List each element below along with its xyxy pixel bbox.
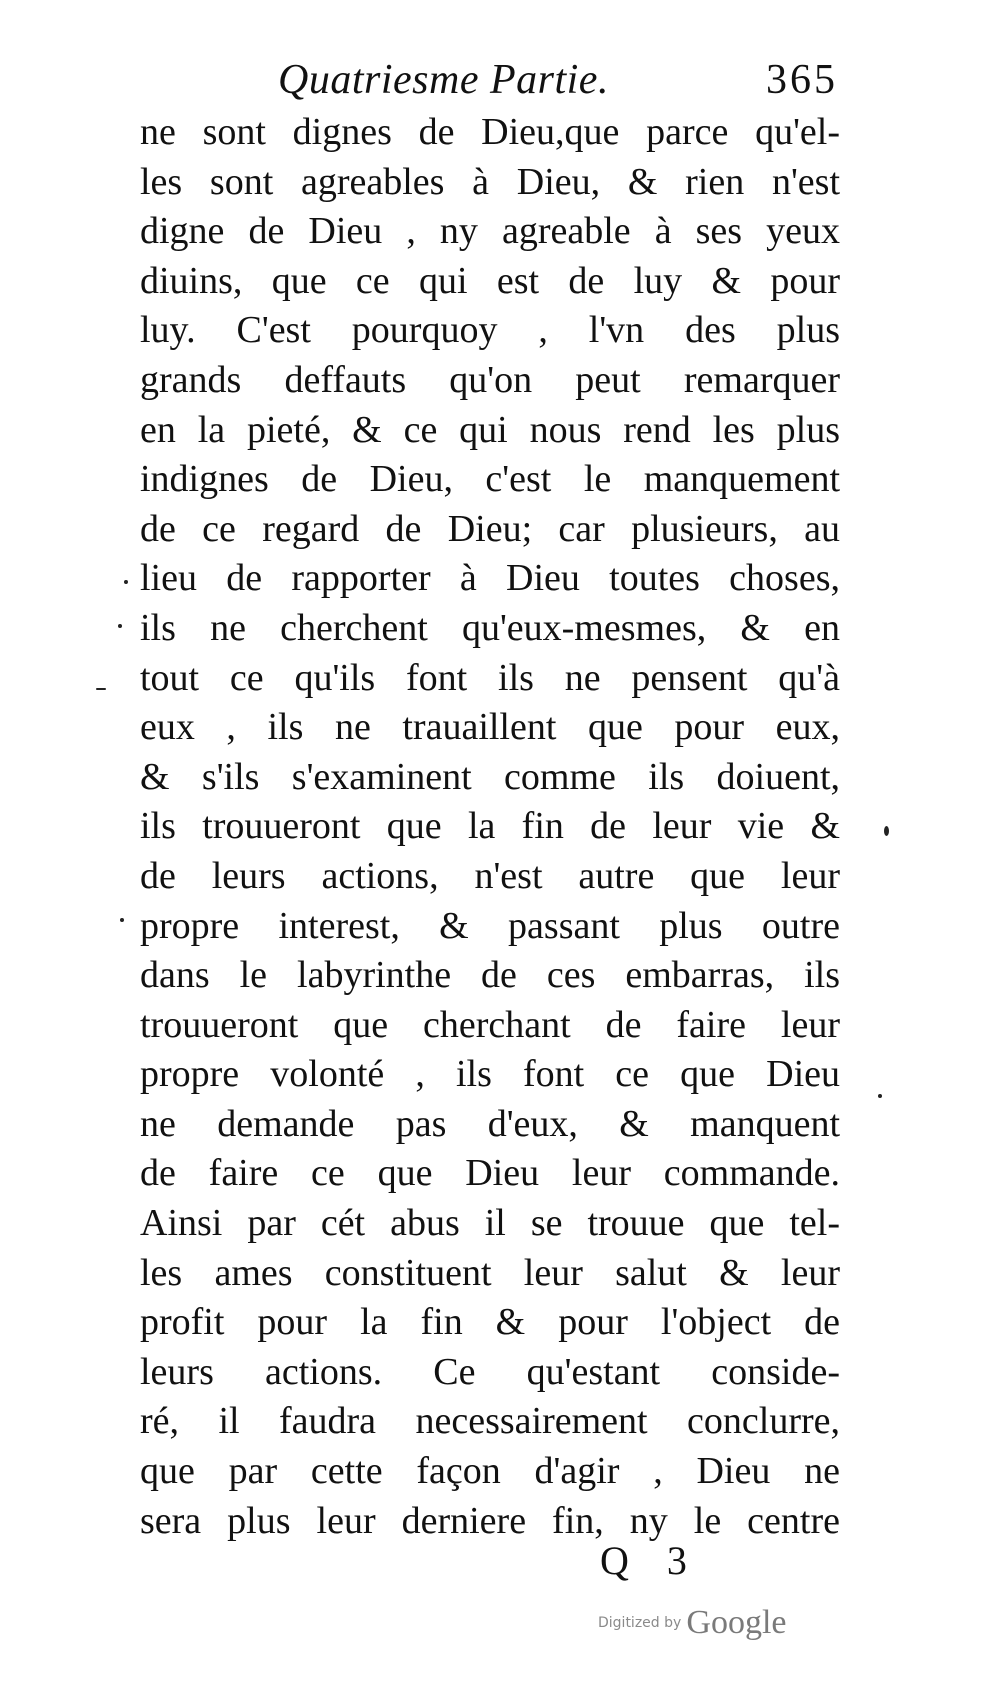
scan-speck (878, 1094, 882, 1098)
scan-speck (118, 624, 122, 628)
text-line: trouueront que cherchant de faire leur (140, 1003, 840, 1046)
text-line: Ainsi par cét abus il se trouue que tel- (140, 1202, 840, 1245)
page-number: 365 (766, 57, 838, 103)
body-text (140, 108, 840, 1546)
text-line: de leurs actions, n'est autre que leur (140, 854, 840, 897)
text-line: les ames constituent leur salut & leur (140, 1251, 840, 1294)
text-line: ré, il faudra necessairement conclurre, (140, 1400, 840, 1443)
scan-speck (120, 918, 124, 922)
scan-speck (124, 580, 128, 584)
text-line: grands deffauts qu'on peut remarquer (140, 358, 840, 401)
scan-speck (884, 826, 889, 836)
text-line: en la pieté, & ce qui nous rend les plus (140, 408, 840, 451)
text-line: indignes de Dieu, c'est le manquement (140, 458, 840, 501)
text-line: ils trouueront que la fin de leur vie & (140, 805, 840, 848)
signature-mark: Q 3 (600, 1538, 701, 1583)
running-title: Quatriesme Partie. (278, 57, 609, 103)
scan-speck (96, 688, 106, 690)
text-line: propre volonté , ils font ce que Dieu (140, 1053, 840, 1096)
text-line: tout ce qu'ils font ils ne pensent qu'à (140, 656, 840, 699)
text-line: ils ne cherchent qu'eux-mesmes, & en (140, 606, 840, 649)
attribution-logo: Google (686, 1604, 787, 1641)
text-line: les sont agreables à Dieu, & rien n'est (140, 160, 840, 203)
text-line: profit pour la fin & pour l'object de (140, 1301, 840, 1344)
text-line: sera plus leur derniere fin, ny le centre (140, 1499, 840, 1542)
digitization-attribution (598, 1604, 786, 1644)
text-line: dans le labyrinthe de ces embarras, ils (140, 954, 840, 997)
text-line: ne demande pas d'eux, & manquent (140, 1102, 840, 1145)
text-line: de faire ce que Dieu leur commande. (140, 1152, 840, 1195)
text-line: & s'ils s'examinent comme ils doiuent, (140, 755, 840, 798)
attribution-prefix: Digitized by (598, 1615, 682, 1631)
text-line: eux , ils ne trauaillent que pour eux, (140, 706, 840, 749)
text-line: propre interest, & passant plus outre (140, 904, 840, 947)
text-line: diuins, que ce qui est de luy & pour (140, 259, 840, 302)
text-line: luy. C'est pourquoy , l'vn des plus (140, 309, 840, 352)
running-head (278, 52, 838, 108)
text-line: digne de Dieu , ny agreable à ses yeux (140, 210, 840, 253)
text-line: leurs actions. Ce qu'estant conside- (140, 1350, 840, 1393)
text-line: de ce regard de Dieu; car plusieurs, au (140, 507, 840, 550)
text-line: lieu de rapporter à Dieu toutes choses, (140, 557, 840, 600)
text-line: ne sont dignes de Dieu,que parce qu'el- (140, 111, 840, 153)
text-line: que par cette façon d'agir , Dieu ne (140, 1450, 840, 1493)
